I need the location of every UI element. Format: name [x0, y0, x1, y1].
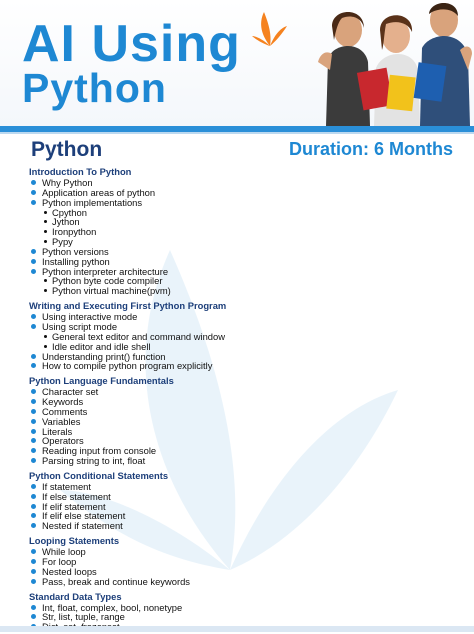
students-photo [296, 0, 474, 126]
section-spacer [29, 296, 449, 298]
section-heading: Python Language Fundamentals [29, 375, 174, 387]
bullet-icon [31, 614, 36, 619]
banner-title-line1: AI Using [22, 15, 241, 73]
sub-bullet-icon [44, 289, 47, 292]
list-item-label: Nested loops [42, 565, 97, 577]
sub-bullet-icon [44, 279, 47, 282]
section-heading: Python Conditional Statements [29, 469, 169, 481]
bullet-icon [31, 559, 36, 564]
list-item-label: How to compile python program explicitly [42, 360, 213, 372]
list-item-label: Operators [42, 435, 84, 447]
bullet-icon [31, 249, 36, 254]
list-item [29, 387, 449, 397]
sub-list-item-label: Ironpython [52, 226, 97, 238]
list-item-label: Installing python [42, 255, 110, 267]
sub-list-item-label: Idle editor and idle shell [52, 340, 151, 352]
list-item-label: Application areas of python [42, 186, 156, 198]
bullet-icon [31, 190, 36, 195]
list-item-label: Pass, break and continue keywords [42, 575, 190, 587]
bullet-icon [31, 363, 36, 368]
section-heading: Looping Statements [29, 535, 120, 547]
bullet-icon [31, 438, 36, 443]
list-item [29, 577, 449, 587]
syllabus-content [29, 164, 449, 634]
sub-bullet-icon [44, 230, 47, 233]
list-item-label: Using script mode [42, 320, 118, 332]
sub-bullet-icon [44, 335, 47, 338]
list-item-label: Python interpreter architecture [42, 265, 169, 277]
bullet-icon [31, 549, 36, 554]
list-item-label: If else statement [42, 490, 111, 502]
list-item-label: Using interactive mode [42, 311, 138, 323]
bullet-icon [31, 180, 36, 185]
list-item [29, 397, 449, 407]
sub-bullet-icon [44, 240, 47, 243]
list-item-label: If statement [42, 480, 91, 492]
list-item-label: Variables [42, 415, 81, 427]
bullet-icon [31, 354, 36, 359]
bullet-icon [31, 569, 36, 574]
list-item-label: Keywords [42, 396, 84, 408]
bullet-icon [31, 269, 36, 274]
list-item-label: Comments [42, 405, 88, 417]
section-spacer [29, 531, 449, 533]
list-item [29, 198, 449, 208]
sub-list-item-label: General text editor and command window [52, 330, 226, 342]
list-item-label: Str, list, tuple, range [42, 611, 125, 623]
sub-bullet-icon [44, 211, 47, 214]
bullet-icon [31, 504, 36, 509]
list-item-label: If elif statement [42, 500, 106, 512]
bullet-icon [31, 389, 36, 394]
bullet-icon [31, 494, 36, 499]
list-item [29, 417, 449, 427]
list-item [29, 521, 449, 531]
sub-list-item [29, 208, 449, 218]
list-item [29, 547, 449, 557]
list-item-label: Reading input from console [42, 445, 157, 457]
list-item [29, 361, 449, 371]
sub-list-item-label: Python byte code compiler [52, 275, 163, 287]
bullet-icon [31, 513, 36, 518]
list-item-label: Parsing string to int, float [42, 455, 146, 467]
course-duration: Duration: 6 Months [289, 139, 453, 159]
sub-list-item-label: Jython [52, 216, 80, 228]
list-item-label: While loop [42, 546, 86, 558]
sub-bullet-icon [44, 220, 47, 223]
bullet-icon [31, 419, 36, 424]
section-spacer [29, 466, 449, 468]
leaf-logo-icon [252, 8, 288, 48]
header-banner [0, 0, 474, 126]
sub-list-item [29, 286, 449, 296]
sub-bullet-icon [44, 345, 47, 348]
bullet-icon [31, 458, 36, 463]
bullet-icon [31, 429, 36, 434]
section-heading: Standard Data Types [29, 590, 122, 602]
list-item [29, 407, 449, 417]
bullet-icon [31, 314, 36, 319]
footer-line [0, 626, 474, 632]
sub-list-item-label: Cpython [52, 206, 87, 218]
sub-list-item-label: Pypy [52, 236, 73, 248]
banner-title-line2: Python [22, 65, 167, 111]
list-item-label: Python versions [42, 245, 109, 257]
bullet-icon [31, 484, 36, 489]
bullet-icon [31, 399, 36, 404]
list-item-label: Int, float, complex, bool, nonetype [42, 601, 183, 613]
list-item-label: Python implementations [42, 196, 143, 208]
list-item-label: Literals [42, 425, 73, 437]
section-heading: Introduction To Python [29, 166, 132, 177]
bullet-icon [31, 324, 36, 329]
course-title: Python [31, 138, 103, 161]
list-item [29, 427, 449, 437]
bullet-icon [31, 448, 36, 453]
list-item-label: For loop [42, 556, 77, 567]
section-spacer [29, 587, 449, 589]
bullet-icon [31, 523, 36, 528]
list-item-label: Why Python [42, 177, 93, 188]
section-heading: Writing and Executing First Python Program [29, 300, 227, 312]
bullet-icon [31, 579, 36, 584]
list-item [29, 456, 449, 466]
list-item-label: If elif else statement [42, 510, 126, 522]
list-item-label: Nested if statement [42, 520, 123, 532]
bullet-icon [31, 259, 36, 264]
header-divider-light [0, 132, 474, 134]
sub-list-item-label: Python virtual machine(pvm) [52, 285, 171, 297]
bullet-icon [31, 605, 36, 610]
bullet-icon [31, 409, 36, 414]
sub-list-item [29, 227, 449, 237]
list-item-label: Understanding print() function [42, 350, 166, 362]
section-spacer [29, 371, 449, 373]
list-item-label: Character set [42, 386, 99, 398]
bullet-icon [31, 200, 36, 205]
